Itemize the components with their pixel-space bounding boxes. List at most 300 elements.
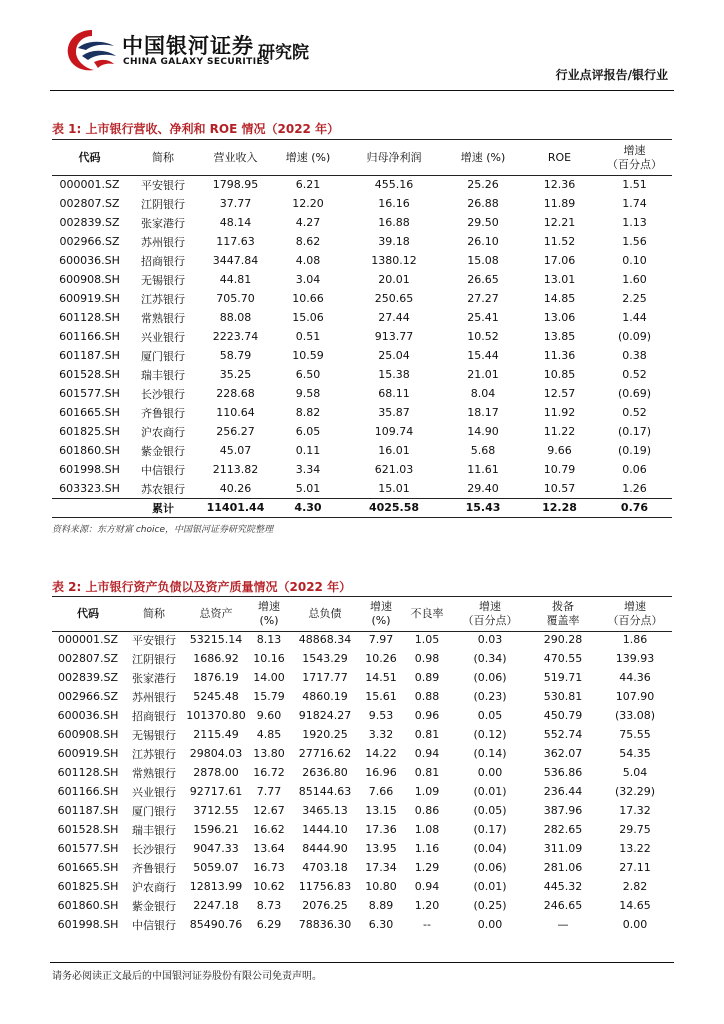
table-cell: 10.26 (365, 652, 397, 665)
table-cell: 601528.SH (59, 368, 120, 381)
table-cell: 002839.SZ (59, 216, 120, 229)
table-cell: 2636.80 (302, 766, 348, 779)
table-row (52, 213, 672, 232)
table-cell: 兴业银行 (132, 785, 176, 799)
table-cell: 瑞丰银行 (141, 368, 185, 382)
table-cell: 601128.SH (57, 766, 119, 779)
col-coverage (528, 597, 598, 630)
col-revenue: 营业收入 (213, 150, 258, 164)
table-cell: 中信银行 (141, 463, 185, 477)
table-cell: 张家港行 (141, 216, 185, 230)
table-cell: 13.64 (253, 842, 285, 855)
table-cell: 0.51 (295, 330, 321, 343)
table-cell: 445.32 (543, 880, 583, 893)
table-cell: 246.65 (543, 899, 583, 912)
table-cell: 109.74 (374, 425, 414, 438)
table-row (52, 194, 672, 213)
table-cell: 519.71 (543, 671, 583, 684)
table-cell: 13.95 (365, 842, 397, 855)
table-cell: 5.68 (470, 444, 496, 457)
table-cell: 250.65 (374, 292, 414, 305)
table-cell: 13.06 (543, 311, 576, 324)
table-row (52, 460, 672, 479)
table-cell: 0.05 (477, 709, 503, 722)
table-cell: 282.65 (543, 823, 583, 836)
table-cell: 16.96 (365, 766, 397, 779)
table-row (52, 251, 672, 270)
table-cell: 0.94 (414, 747, 440, 760)
table1-total-rule (52, 498, 672, 499)
table-cell: 53215.14 (189, 633, 243, 646)
table-row (52, 232, 672, 251)
table-cell: 10.79 (543, 463, 576, 476)
table-row (52, 915, 672, 934)
table-row (52, 725, 672, 744)
table-cell: 1.44 (622, 311, 647, 324)
table-cell: 2878.00 (193, 766, 239, 779)
table-cell: 平安银行 (132, 633, 176, 647)
table-cell: 35.87 (378, 406, 410, 419)
table-row (52, 346, 672, 365)
table-cell: 3.32 (368, 728, 394, 741)
table-cell: 15.43 (465, 501, 501, 514)
table-cell: 16.62 (253, 823, 285, 836)
table-cell: 0.94 (414, 880, 440, 893)
table1-bottom-rule (52, 517, 672, 518)
table-cell: 1798.95 (212, 178, 259, 191)
table-cell: 1.08 (414, 823, 440, 836)
col-npl-growth-line1: 增速 (479, 599, 501, 613)
table-row (52, 896, 672, 915)
table-cell: 厦门银行 (132, 804, 176, 818)
table-cell: (0.09) (617, 330, 652, 343)
table-cell: (0.17) (617, 425, 652, 438)
table-cell: 12.67 (253, 804, 285, 817)
table-cell: 紫金银行 (141, 444, 185, 458)
table-cell: 1717.77 (302, 671, 348, 684)
table-cell: 54.35 (619, 747, 651, 760)
table-cell: 21.01 (467, 368, 499, 381)
col-assets: 总资产 (199, 606, 233, 620)
table-cell: (0.05) (473, 804, 507, 817)
table-row (52, 782, 672, 801)
table-cell: 2115.49 (193, 728, 239, 741)
table-cell: 2247.18 (193, 899, 239, 912)
table-row (52, 877, 672, 896)
col-roe: ROE (547, 150, 572, 164)
col-assets-growth-line1: 增速 (258, 599, 280, 613)
table-cell: -- (423, 918, 431, 931)
table-cell: 0.52 (622, 368, 647, 381)
table-cell: 601577.SH (59, 387, 120, 400)
table-cell: 601187.SH (57, 804, 119, 817)
table-cell: 中信银行 (132, 918, 176, 932)
col-npl-growth-line2: （百分点） (462, 613, 518, 627)
table-cell: 603323.SH (59, 482, 120, 495)
table-cell: 0.06 (622, 463, 647, 476)
table-cell: 552.74 (543, 728, 583, 741)
table-cell: 117.63 (216, 235, 255, 248)
table2-header-row (52, 597, 672, 630)
table-cell: 0.52 (622, 406, 647, 419)
col-name: 简称 (152, 150, 174, 164)
table-cell: 2076.25 (302, 899, 348, 912)
table-cell: 4.30 (294, 501, 322, 514)
table-cell: 002839.SZ (57, 671, 118, 684)
col-liab-growth-line1: 增速 (370, 599, 392, 613)
table-cell: 12.36 (543, 178, 576, 191)
table-cell: 齐鲁银行 (141, 406, 185, 420)
table-cell: 110.64 (216, 406, 255, 419)
table-cell: 0.38 (622, 349, 647, 362)
col-code: 代码 (78, 150, 101, 164)
col-roe-growth (597, 140, 672, 175)
table-cell: 沪农商行 (141, 425, 185, 439)
table-cell: 招商银行 (141, 254, 185, 268)
table-cell: 招商银行 (132, 709, 176, 723)
table-cell: 14.51 (365, 671, 397, 684)
table-cell: 8.73 (256, 899, 282, 912)
table-cell: 12813.99 (189, 880, 243, 893)
table-cell: 4025.58 (368, 501, 420, 514)
table-row (52, 365, 672, 384)
table-cell: 15.06 (292, 311, 324, 324)
col-liab-growth (360, 597, 402, 630)
table-cell: 12.57 (543, 387, 576, 400)
table-cell: 601860.SH (59, 444, 120, 457)
table-cell: 苏州银行 (141, 235, 185, 249)
table-cell: 4703.18 (302, 861, 348, 874)
table-cell: 11.36 (543, 349, 576, 362)
table-cell: 15.08 (467, 254, 499, 267)
table-cell: 0.03 (477, 633, 503, 646)
table-cell: 85490.76 (189, 918, 243, 931)
table-cell: 1.51 (622, 178, 647, 191)
table-cell: 601166.SH (57, 785, 119, 798)
table-cell: 601825.SH (57, 880, 119, 893)
table-cell: 6.29 (256, 918, 282, 931)
table-cell: 455.16 (374, 178, 414, 191)
table-cell: 10.85 (543, 368, 576, 381)
col-roe-growth-line2: （百分点） (607, 157, 662, 171)
table-row (52, 820, 672, 839)
table-cell: (0.23) (473, 690, 507, 703)
table-cell: (0.06) (473, 861, 507, 874)
table-cell: 江苏银行 (132, 747, 176, 761)
table-cell: (0.04) (473, 842, 507, 855)
table-cell: 29804.03 (189, 747, 243, 760)
table-cell: 1.13 (622, 216, 647, 229)
table-row (52, 175, 672, 194)
table-cell: 0.00 (477, 918, 503, 931)
table-row (52, 384, 672, 403)
table-row (52, 706, 672, 725)
table-cell: 10.59 (292, 349, 324, 362)
table-cell: 44.81 (219, 273, 252, 286)
table-cell: 107.90 (615, 690, 655, 703)
table-cell: 12.20 (292, 197, 324, 210)
table-cell: 1.16 (414, 842, 440, 855)
table-cell: 9.58 (295, 387, 321, 400)
col-revenue-growth: 增速 (%) (285, 150, 331, 164)
table-cell: 0.10 (622, 254, 647, 267)
table-cell: 27716.62 (298, 747, 352, 760)
table2 (52, 597, 672, 934)
table-cell: 11.61 (467, 463, 499, 476)
table-cell: 8.89 (368, 899, 394, 912)
table-cell: 17.34 (365, 861, 397, 874)
table-cell: 1596.21 (193, 823, 239, 836)
table-cell: 5059.07 (193, 861, 239, 874)
col-code: 代码 (77, 606, 99, 620)
table-cell: (0.17) (473, 823, 507, 836)
table-cell: 91824.27 (298, 709, 352, 722)
footer-divider (50, 962, 674, 963)
table-cell: — (557, 918, 569, 931)
table-cell: 13.01 (543, 273, 576, 286)
table-cell: 1.74 (622, 197, 647, 210)
table-cell: 9.60 (256, 709, 282, 722)
col-coverage-line1: 拨备 (552, 599, 574, 613)
table-cell: 621.03 (374, 463, 414, 476)
table-cell: 15.61 (365, 690, 397, 703)
table-cell: 4860.19 (302, 690, 348, 703)
table-cell: 6.50 (295, 368, 321, 381)
table-cell: 44.36 (619, 671, 651, 684)
report-type: 行业点评报告/银行业 (555, 68, 668, 82)
table-cell: 78836.30 (298, 918, 352, 931)
table-cell: 139.93 (615, 652, 655, 665)
table-cell: 25.04 (378, 349, 410, 362)
table-cell: 27.44 (378, 311, 410, 324)
table-cell: 0.81 (414, 766, 440, 779)
table-cell: 601166.SH (59, 330, 120, 343)
table-cell: 387.96 (543, 804, 583, 817)
table-cell: 张家港行 (132, 671, 176, 685)
brand-name-cn: 中国银河证券 (122, 34, 254, 58)
brand-name-en: CHINA GALAXY SECURITIES (123, 57, 270, 67)
table-cell: 601825.SH (59, 425, 120, 438)
table-cell: 39.18 (378, 235, 410, 248)
table-cell: (0.01) (473, 785, 507, 798)
table-cell: 厦门银行 (141, 349, 185, 363)
table-cell: 13.85 (543, 330, 576, 343)
table-cell: 530.81 (543, 690, 583, 703)
table-row (52, 630, 672, 649)
table-cell: 705.70 (216, 292, 255, 305)
table-cell: 27.11 (619, 861, 651, 874)
table-cell: 江阴银行 (132, 652, 176, 666)
table-row (52, 687, 672, 706)
table-cell: 101370.80 (186, 709, 246, 722)
table-cell: 0.89 (414, 671, 440, 684)
table-cell: 1.56 (622, 235, 647, 248)
table-cell: 000001.SZ (59, 178, 120, 191)
col-name: 简称 (143, 606, 165, 620)
table-cell: 8444.90 (302, 842, 348, 855)
table-cell: 累计 (152, 501, 174, 515)
table-cell: 000001.SZ (57, 633, 118, 646)
table-cell: 362.07 (543, 747, 583, 760)
table-cell: 536.86 (543, 766, 583, 779)
table-cell: (0.34) (473, 652, 507, 665)
table-cell: 18.17 (467, 406, 499, 419)
col-assets-growth (248, 597, 290, 630)
table-cell: 0.11 (295, 444, 321, 457)
table-cell: 0.00 (622, 918, 648, 931)
table-cell: (0.06) (473, 671, 507, 684)
table-cell: 10.57 (543, 482, 576, 495)
table-cell: 7.77 (256, 785, 282, 798)
table-cell: 601665.SH (57, 861, 119, 874)
table-row (52, 479, 672, 498)
table-cell: 9047.33 (193, 842, 239, 855)
table-cell: 92717.61 (189, 785, 243, 798)
table-cell: 002966.SZ (57, 690, 118, 703)
table-cell: 15.44 (467, 349, 499, 362)
table-cell: 1.05 (414, 633, 440, 646)
table-cell: (0.12) (473, 728, 507, 741)
table-cell: 281.06 (543, 861, 583, 874)
galaxy-logo-icon (64, 26, 120, 74)
table-cell: 0.96 (414, 709, 440, 722)
table-cell: 1.26 (622, 482, 647, 495)
table-cell: 16.16 (378, 197, 410, 210)
table-cell: 37.77 (219, 197, 252, 210)
table-row (52, 801, 672, 820)
table-cell: (33.08) (614, 709, 656, 722)
table-cell: 4.27 (295, 216, 321, 229)
table-cell: 0.88 (414, 690, 440, 703)
col-npl-growth (452, 597, 528, 630)
table-cell: 3.04 (295, 273, 321, 286)
table-cell: 450.79 (543, 709, 583, 722)
table-cell: 45.07 (219, 444, 252, 457)
table-cell: 常熟银行 (132, 766, 176, 780)
table-cell: 江苏银行 (141, 292, 185, 306)
table-cell: 14.90 (467, 425, 499, 438)
table-cell: 601998.SH (59, 463, 120, 476)
table-cell: (0.14) (473, 747, 507, 760)
table-cell: 6.05 (295, 425, 321, 438)
table1 (52, 140, 672, 517)
table-cell: 256.27 (216, 425, 255, 438)
col-cov-growth (598, 597, 672, 630)
table-cell: 4.85 (256, 728, 282, 741)
footer-disclaimer: 请务必阅读正文最后的中国银河证券股份有限公司免责声明。 (52, 971, 322, 982)
table-row (52, 289, 672, 308)
table-cell: 228.68 (216, 387, 255, 400)
table-cell: 1380.12 (371, 254, 417, 267)
table-cell: (0.25) (473, 899, 507, 912)
table-cell: 5.01 (295, 482, 321, 495)
col-roe-growth-line1: 增速 (623, 143, 646, 157)
table-cell: 11.92 (543, 406, 576, 419)
table-cell: 11756.83 (298, 880, 352, 893)
table-cell: 14.00 (253, 671, 285, 684)
table-cell: 11.89 (543, 197, 576, 210)
table-cell: 002807.SZ (57, 652, 118, 665)
table-cell: 2.82 (622, 880, 648, 893)
table-cell: 9.66 (547, 444, 572, 457)
table-cell: 12.21 (543, 216, 576, 229)
table-cell: 75.55 (619, 728, 651, 741)
table-cell: 16.73 (253, 861, 285, 874)
table1-header-row (52, 140, 672, 175)
table-cell: 601128.SH (59, 311, 120, 324)
col-coverage-line2: 覆盖率 (546, 613, 580, 627)
table-cell: 002807.SZ (59, 197, 120, 210)
table-cell: 15.01 (378, 482, 410, 495)
table-row (52, 839, 672, 858)
table-cell: 601998.SH (57, 918, 119, 931)
table-cell: 25.26 (467, 178, 499, 191)
table-row (52, 668, 672, 687)
table-cell: 26.65 (467, 273, 499, 286)
table-cell: 8.04 (470, 387, 496, 400)
table-cell: 江阴银行 (141, 197, 185, 211)
header-divider (50, 90, 674, 91)
table-cell: 紫金银行 (132, 899, 176, 913)
institute-label: 研究院 (258, 43, 309, 63)
table-cell: 601528.SH (57, 823, 119, 836)
table-cell: 11401.44 (206, 501, 265, 514)
table-cell: 瑞丰银行 (132, 823, 176, 837)
table-cell: 1.20 (414, 899, 440, 912)
table-cell: 14.65 (619, 899, 651, 912)
table-cell (52, 498, 127, 517)
table-cell: 15.38 (378, 368, 410, 381)
table-cell: 兴业银行 (141, 330, 185, 344)
table-cell: 7.66 (368, 785, 394, 798)
table-row (52, 763, 672, 782)
table-cell: 3712.55 (193, 804, 239, 817)
table-cell: 0.98 (414, 652, 440, 665)
table-cell: 311.09 (543, 842, 583, 855)
table-cell: 0.81 (414, 728, 440, 741)
table-cell: 1444.10 (302, 823, 348, 836)
table-cell: 5.04 (622, 766, 648, 779)
table-cell: 1.86 (622, 633, 648, 646)
table-cell: 29.40 (467, 482, 499, 495)
table-cell: (0.19) (617, 444, 652, 457)
table-cell: 10.66 (292, 292, 324, 305)
table-cell: 16.01 (378, 444, 410, 457)
table-cell: 13.80 (253, 747, 285, 760)
col-liab-growth-line2: (%) (371, 613, 391, 627)
table-cell: 1.60 (622, 273, 647, 286)
table-total-row (52, 498, 672, 517)
table-cell: 6.30 (368, 918, 394, 931)
table-cell: 14.85 (543, 292, 576, 305)
table-cell: 600919.SH (59, 292, 120, 305)
table-cell: (0.69) (617, 387, 652, 400)
table-cell: 600036.SH (59, 254, 120, 267)
table-cell: 3.34 (295, 463, 321, 476)
table-row (52, 422, 672, 441)
table-cell: 88.08 (219, 311, 252, 324)
table2-header-rule (52, 631, 672, 632)
table-cell: 5245.48 (193, 690, 239, 703)
table-cell: 15.79 (253, 690, 285, 703)
table-cell: 3465.13 (302, 804, 348, 817)
table-cell: 600908.SH (59, 273, 120, 286)
table-cell: 601577.SH (57, 842, 119, 855)
table-row (52, 858, 672, 877)
table1-title: 表 1: 上市银行营收、净利和 ROE 情况（2022 年） (52, 122, 340, 136)
table-cell: 601860.SH (57, 899, 119, 912)
table-cell: 1543.29 (302, 652, 348, 665)
